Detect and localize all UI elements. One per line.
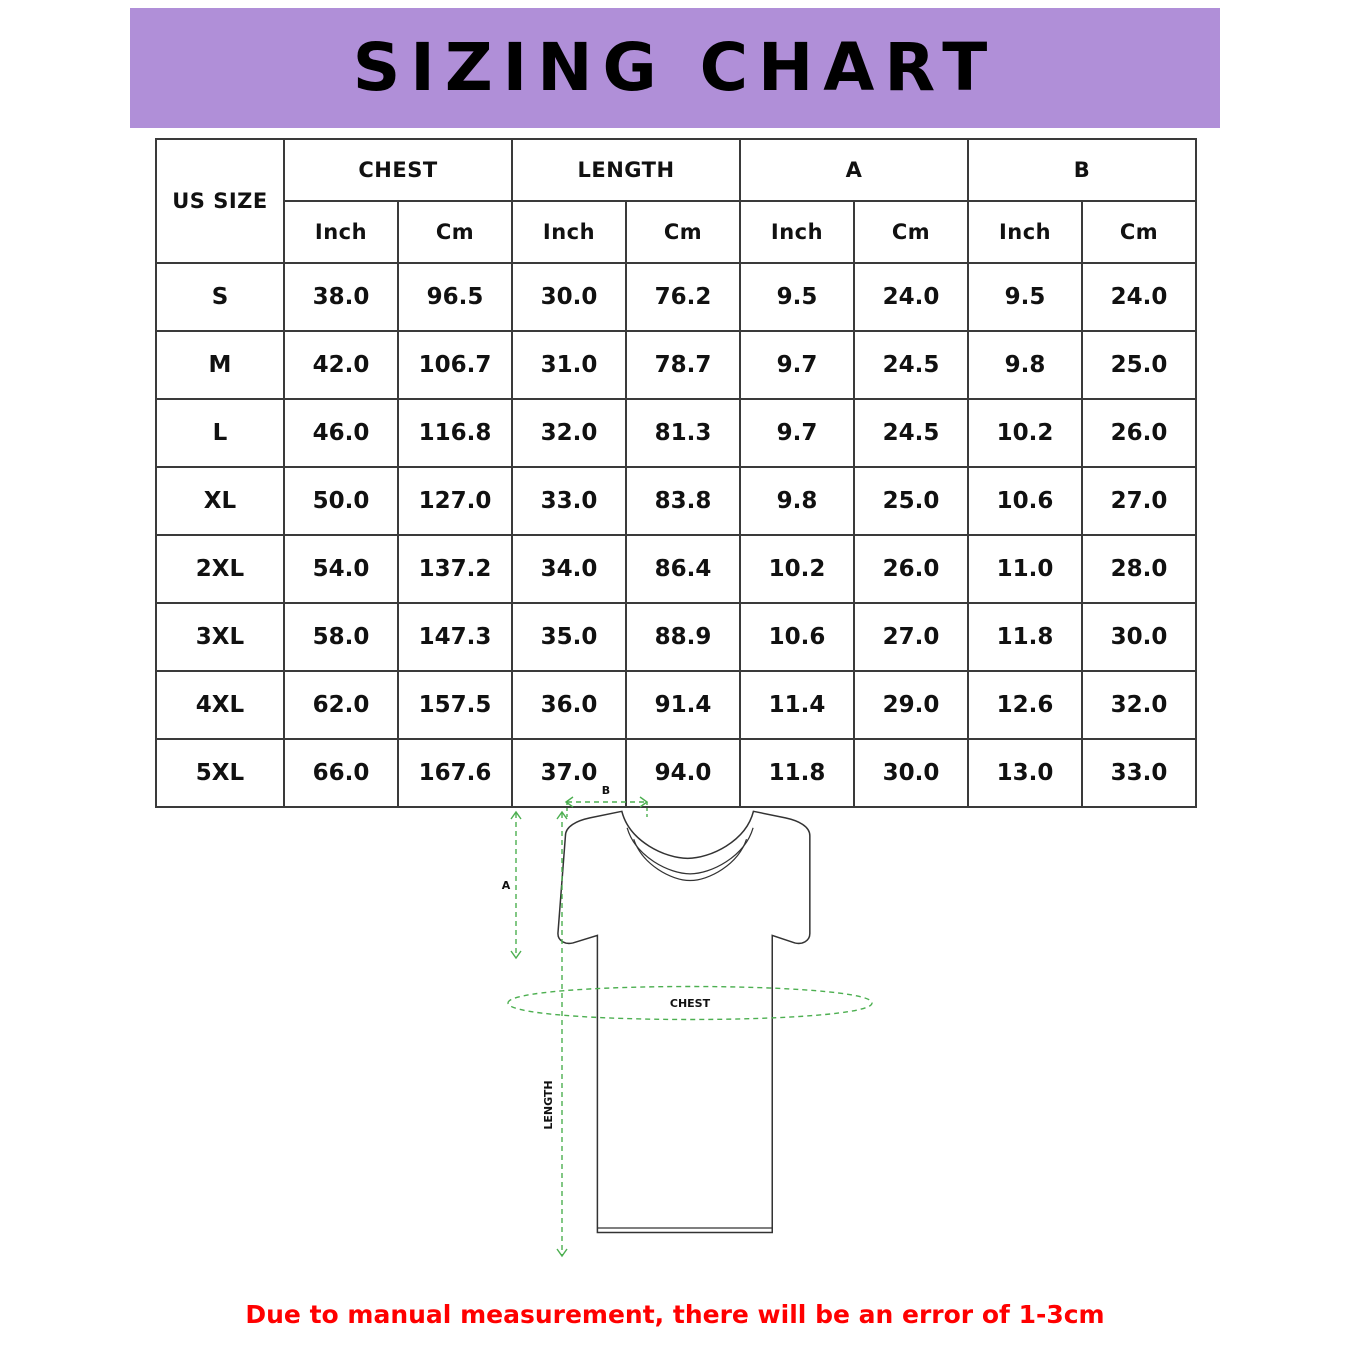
measurement-disclaimer: Due to manual measurement, there will be an error of 1-3cm xyxy=(245,1300,1105,1329)
cell-size: 3XL xyxy=(156,603,284,671)
page-title: SIZING CHART xyxy=(352,29,998,106)
cell-chest-cm: 167.6 xyxy=(398,739,512,807)
header-us-size: US SIZE xyxy=(156,139,284,263)
cell-length-cm: 76.2 xyxy=(626,263,740,331)
cell-chest-cm: 96.5 xyxy=(398,263,512,331)
cell-chest-cm: 106.7 xyxy=(398,331,512,399)
cell-a-cm: 27.0 xyxy=(854,603,968,671)
cell-b-inch: 12.6 xyxy=(968,671,1082,739)
diagram-label-length: LENGTH xyxy=(542,1080,555,1130)
unit-b-inch: Inch xyxy=(968,201,1082,263)
cell-size: 5XL xyxy=(156,739,284,807)
cell-length-cm: 81.3 xyxy=(626,399,740,467)
cell-length-inch: 34.0 xyxy=(512,535,626,603)
sizing-table-wrapper xyxy=(155,138,1195,808)
table-row xyxy=(156,535,1196,603)
cell-size: XL xyxy=(156,467,284,535)
cell-a-inch: 9.7 xyxy=(740,399,854,467)
cell-b-cm: 33.0 xyxy=(1082,739,1196,807)
diagram-label-chest: CHEST xyxy=(669,997,711,1010)
table-unit-header-row xyxy=(156,201,1196,263)
cell-chest-cm: 157.5 xyxy=(398,671,512,739)
cell-length-inch: 32.0 xyxy=(512,399,626,467)
cell-b-cm: 27.0 xyxy=(1082,467,1196,535)
cell-a-cm: 24.5 xyxy=(854,331,968,399)
cell-chest-inch: 42.0 xyxy=(284,331,398,399)
cell-a-inch: 9.5 xyxy=(740,263,854,331)
cell-a-inch: 11.8 xyxy=(740,739,854,807)
cell-length-cm: 83.8 xyxy=(626,467,740,535)
cell-b-inch: 11.0 xyxy=(968,535,1082,603)
cell-chest-inch: 66.0 xyxy=(284,739,398,807)
cell-a-inch: 11.4 xyxy=(740,671,854,739)
cell-chest-inch: 58.0 xyxy=(284,603,398,671)
cell-a-inch: 10.6 xyxy=(740,603,854,671)
cell-a-inch: 9.8 xyxy=(740,467,854,535)
cell-a-cm: 24.0 xyxy=(854,263,968,331)
unit-chest-cm: Cm xyxy=(398,201,512,263)
header-banner xyxy=(130,8,1220,128)
cell-b-inch: 13.0 xyxy=(968,739,1082,807)
cell-b-inch: 10.2 xyxy=(968,399,1082,467)
cell-chest-cm: 147.3 xyxy=(398,603,512,671)
cell-b-inch: 9.8 xyxy=(968,331,1082,399)
cell-length-cm: 94.0 xyxy=(626,739,740,807)
diagram-label-b: B xyxy=(601,785,611,797)
cell-a-cm: 26.0 xyxy=(854,535,968,603)
table-row xyxy=(156,603,1196,671)
cell-chest-cm: 137.2 xyxy=(398,535,512,603)
cell-size: 2XL xyxy=(156,535,284,603)
cell-chest-inch: 50.0 xyxy=(284,467,398,535)
cell-a-cm: 29.0 xyxy=(854,671,968,739)
garment-diagram xyxy=(500,785,880,1285)
cell-length-inch: 36.0 xyxy=(512,671,626,739)
header-a: A xyxy=(740,139,968,201)
table-row xyxy=(156,263,1196,331)
cell-length-cm: 78.7 xyxy=(626,331,740,399)
cell-length-inch: 35.0 xyxy=(512,603,626,671)
table-row xyxy=(156,399,1196,467)
unit-a-cm: Cm xyxy=(854,201,968,263)
diagram-label-a: A xyxy=(501,879,511,892)
cell-b-cm: 32.0 xyxy=(1082,671,1196,739)
cell-b-cm: 28.0 xyxy=(1082,535,1196,603)
cell-length-inch: 31.0 xyxy=(512,331,626,399)
header-chest: CHEST xyxy=(284,139,512,201)
cell-length-cm: 91.4 xyxy=(626,671,740,739)
table-row xyxy=(156,671,1196,739)
cell-b-inch: 10.6 xyxy=(968,467,1082,535)
table-group-header-row xyxy=(156,139,1196,201)
cell-b-inch: 9.5 xyxy=(968,263,1082,331)
cell-chest-cm: 116.8 xyxy=(398,399,512,467)
cell-a-cm: 25.0 xyxy=(854,467,968,535)
unit-chest-inch: Inch xyxy=(284,201,398,263)
cell-a-inch: 9.7 xyxy=(740,331,854,399)
cell-a-cm: 24.5 xyxy=(854,399,968,467)
cell-length-inch: 33.0 xyxy=(512,467,626,535)
cell-a-inch: 10.2 xyxy=(740,535,854,603)
unit-length-inch: Inch xyxy=(512,201,626,263)
cell-size: 4XL xyxy=(156,671,284,739)
cell-size: S xyxy=(156,263,284,331)
cell-b-inch: 11.8 xyxy=(968,603,1082,671)
table-row xyxy=(156,331,1196,399)
cell-b-cm: 25.0 xyxy=(1082,331,1196,399)
cell-length-inch: 30.0 xyxy=(512,263,626,331)
cell-length-cm: 88.9 xyxy=(626,603,740,671)
cell-b-cm: 26.0 xyxy=(1082,399,1196,467)
unit-b-cm: Cm xyxy=(1082,201,1196,263)
cell-size: M xyxy=(156,331,284,399)
cell-b-cm: 24.0 xyxy=(1082,263,1196,331)
cell-length-cm: 86.4 xyxy=(626,535,740,603)
cell-chest-inch: 46.0 xyxy=(284,399,398,467)
cell-size: L xyxy=(156,399,284,467)
cell-chest-cm: 127.0 xyxy=(398,467,512,535)
table-row xyxy=(156,467,1196,535)
sizing-table xyxy=(155,138,1197,808)
cell-chest-inch: 54.0 xyxy=(284,535,398,603)
unit-length-cm: Cm xyxy=(626,201,740,263)
header-length: LENGTH xyxy=(512,139,740,201)
cell-chest-inch: 62.0 xyxy=(284,671,398,739)
unit-a-inch: Inch xyxy=(740,201,854,263)
header-b: B xyxy=(968,139,1196,201)
cell-length-inch: 37.0 xyxy=(512,739,626,807)
cell-b-cm: 30.0 xyxy=(1082,603,1196,671)
cell-chest-inch: 38.0 xyxy=(284,263,398,331)
cell-a-cm: 30.0 xyxy=(854,739,968,807)
